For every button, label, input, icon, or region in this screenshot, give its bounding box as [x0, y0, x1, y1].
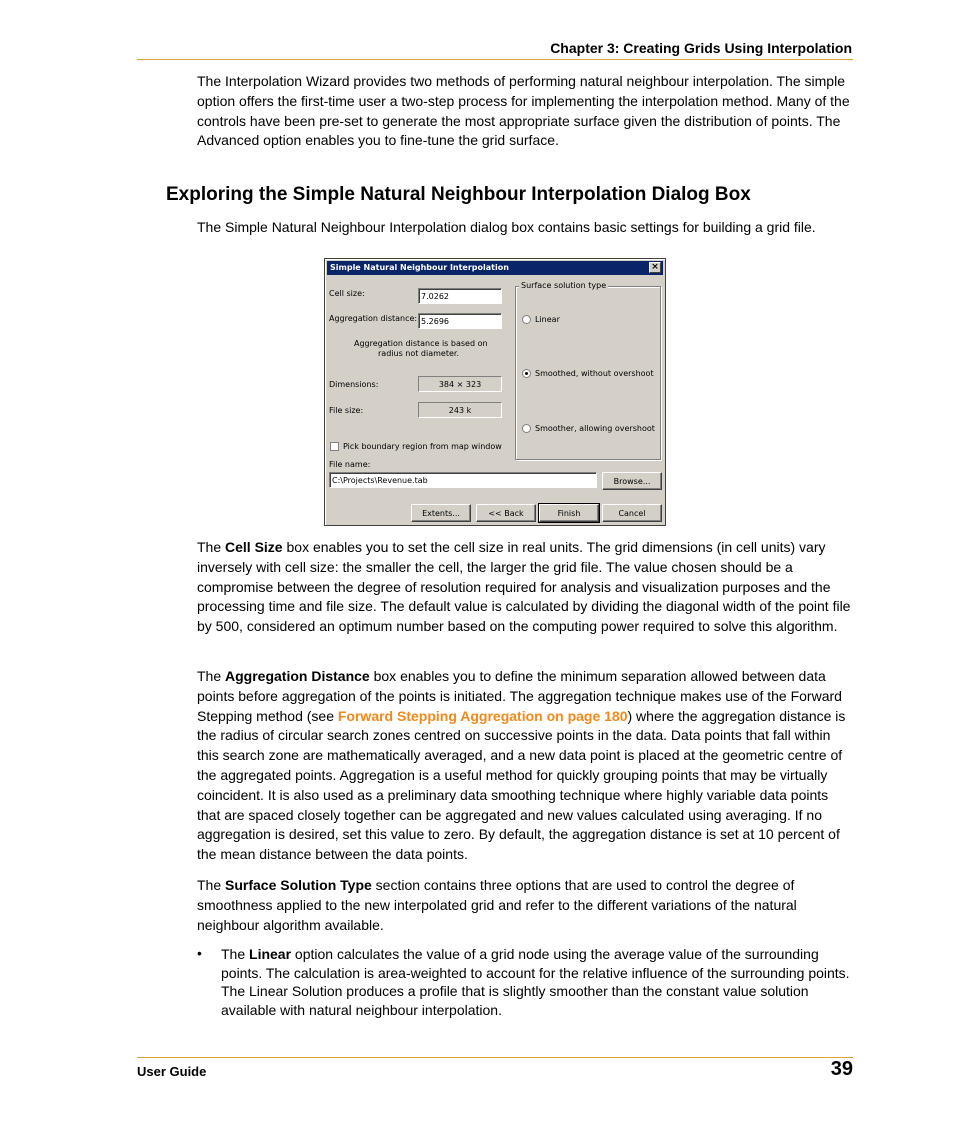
file-size-label: File size: — [329, 406, 364, 415]
cross-reference-link[interactable]: Forward Stepping Aggregation on page 180 — [337, 707, 628, 724]
surface-solution-paragraph — [197, 876, 853, 935]
dialog-titlebar — [327, 261, 663, 275]
surface-solution-group-label: Surface solution type — [521, 281, 607, 290]
text-run: box enables you to set the cell size in real units. The grid dimensions (in cell units) vary inversely with cell size: the smaller the cell, the larger the grid file. The value chosen should be a compromise between the degree of resolution required for analysis and visualization purposes and the processing time and file size. The default value is calculated by dividing the diagonal width of the point file by 500, considered an optimum number based on the computing power required to solve this algorithm. — [197, 539, 851, 635]
aggregation-note-line1: Aggregation distance is based on — [354, 339, 488, 348]
cell-size-paragraph — [197, 538, 853, 637]
cancel-button[interactable]: Cancel — [602, 504, 662, 522]
bullet-marker: • — [197, 945, 202, 961]
text-run: section contains three options that are used to control the degree of smoothness applied to the new interpolated grid and refer to the different variations of the natural neighbour algorithm available. — [197, 877, 797, 933]
cell-size-label: Cell size: — [329, 289, 365, 298]
footer-label: User Guide — [137, 1064, 207, 1079]
file-size-value: 243 k — [418, 402, 502, 418]
section-heading: Exploring the Simple Natural Neighbour Interpolation Dialog Box — [166, 184, 751, 205]
text-run: option calculates the value of a grid node using the average value of the surrounding points. The calculation is area-weighted to account for the relative influence of the surrounding points. The Linear Solution produces a profile that is slightly smoother than the constant value solution available with natural neighbour interpolation. — [221, 946, 850, 1018]
file-name-input[interactable]: C:\Projects\Revenue.tab — [329, 472, 597, 488]
footer-rule — [137, 1057, 853, 1058]
linear-radio[interactable] — [522, 315, 531, 324]
pick-boundary-label: Pick boundary region from map window — [343, 442, 502, 451]
back-button[interactable]: << Back — [476, 504, 536, 522]
smoothed-option-label: Smoothed, without overshoot — [535, 369, 654, 378]
section-intro: The Simple Natural Neighbour Interpolation dialog box contains basic settings for building a grid file. — [197, 219, 816, 235]
smoothed-radio[interactable] — [522, 369, 531, 378]
bold-term: Linear — [249, 946, 292, 962]
linear-bullet-item — [221, 945, 853, 1019]
intro-paragraph: The Interpolation Wizard provides two methods of performing natural neighbour interpolation. The simple option offers the first-time user a two-step process for implementing the interpolation method. Many of the controls have been pre-set to generate the most appropriate surface given the distribution of points. The Advanced option enables you to fine-tune the grid surface. — [197, 73, 850, 149]
cell-size-input[interactable]: 7.0262 — [418, 288, 502, 304]
chapter-title: Chapter 3: Creating Grids Using Interpolation — [550, 40, 852, 56]
smoother-option-label: Smoother, allowing overshoot — [535, 424, 655, 433]
browse-button[interactable]: Browse... — [602, 472, 662, 490]
dimensions-label: Dimensions: — [329, 380, 379, 389]
aggregation-distance-input[interactable]: 5.2696 — [418, 313, 502, 329]
close-icon[interactable]: × — [649, 262, 661, 273]
dimensions-value: 384 × 323 — [418, 376, 502, 392]
pick-boundary-checkbox[interactable] — [330, 442, 339, 451]
text-run: The — [221, 946, 250, 962]
linear-option-label: Linear — [535, 315, 560, 324]
text-run: box enables you to define the minimum separation allowed between data points before aggregation of the points is initiated. The aggregation technique makes use of the Forward Stepping method (see — [197, 668, 842, 724]
bold-term: Cell Size — [225, 539, 283, 555]
aggregation-paragraph — [197, 667, 853, 865]
aggregation-distance-label: Aggregation distance: — [329, 314, 418, 323]
header-rule — [137, 59, 853, 60]
bold-term: Aggregation Distance — [225, 668, 370, 684]
page-number: 39 — [830, 1058, 853, 1080]
file-name-label: File name: — [329, 460, 371, 469]
finish-button[interactable]: Finish — [539, 504, 599, 522]
extents-button[interactable]: Extents... — [411, 504, 471, 522]
text-run: The — [197, 539, 226, 555]
dialog-title: Simple Natural Neighbour Interpolation — [330, 263, 509, 272]
simple-nn-dialog — [324, 258, 666, 526]
text-run: The — [197, 877, 226, 893]
text-run: ) where the aggregation distance is the radius of circular search zones centred on successive points in the data. Data points that fall within this search zone are mathematically averaged, and a new data point is placed at the geometric centre of the aggregated points. Aggregation is a useful method for quickly grouping points that may be virtually coincident. It is also used as a preliminary data smoothing technique where highly variable data points that are spaced closely together can be aggregated and new values calculated using averaging. If no aggregation is desired, set this value to zero. By default, the aggregation distance is set at 10 percent of the mean distance between the data points. — [197, 707, 846, 863]
bold-term: Surface Solution Type — [225, 877, 372, 893]
aggregation-note-line2: radius not diameter. — [378, 349, 459, 358]
text-run: The — [197, 668, 226, 684]
smoother-radio[interactable] — [522, 424, 531, 433]
